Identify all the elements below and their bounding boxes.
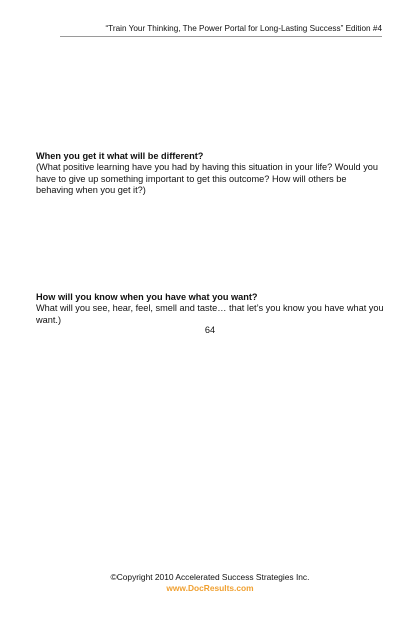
question-prompt: (What positive learning have you had by having this situation in your life? Would you have to give up something important to get this outcome? How will others be behaving when you get it?) bbox=[36, 162, 379, 196]
question-section-know bbox=[36, 292, 386, 326]
question-heading: When you get it what will be different? bbox=[36, 151, 204, 161]
running-header: “Train Your Thinking, The Power Portal for Long-Lasting Success” Edition #4 bbox=[105, 24, 382, 33]
question-prompt: What will you see, hear, feel, smell and taste… that let’s you know you have what you want.) bbox=[36, 303, 384, 325]
page-footer bbox=[0, 572, 420, 594]
website-link[interactable]: www.DocResults.com bbox=[166, 583, 254, 593]
question-section-difference bbox=[36, 151, 386, 197]
header-divider bbox=[60, 36, 382, 37]
page-number: 64 bbox=[204, 325, 216, 335]
copyright-notice: ©Copyright 2010 Accelerated Success Strategies Inc. bbox=[110, 572, 310, 582]
question-heading: How will you know when you have what you want? bbox=[36, 292, 258, 302]
